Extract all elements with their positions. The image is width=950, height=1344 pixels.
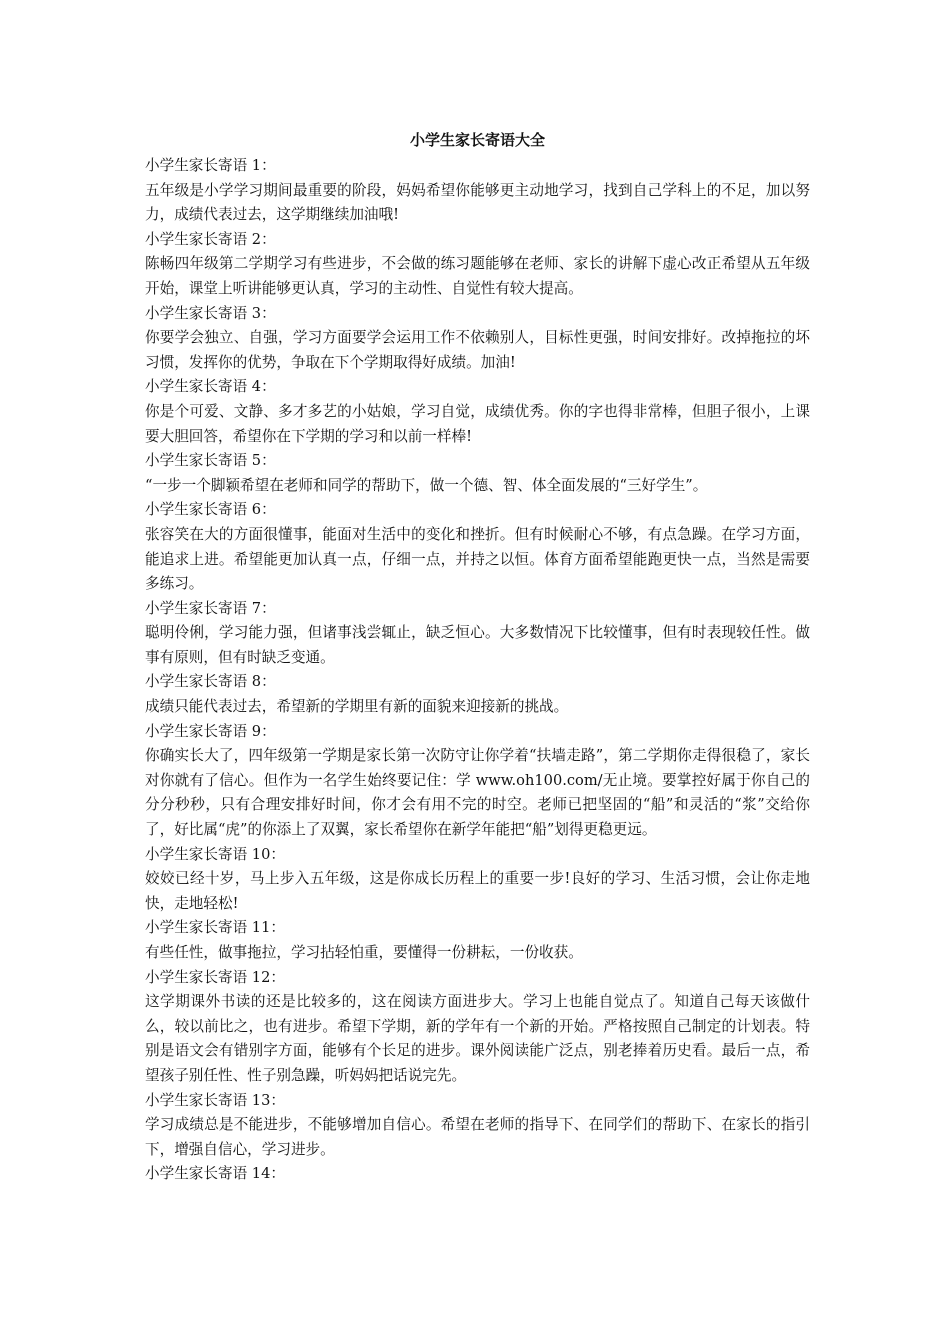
section-body-1: 五年级是小学学习期间最重要的阶段，妈妈希望你能够更主动地学习，找到自己学科上的不足，加以努力，成绩代表过去，这学期继续加油哦! <box>145 181 810 224</box>
section-body-12: 这学期课外书读的还是比较多的，这在阅读方面进步大。学习上也能自觉点了。知道自己每天该做什么，较以前比之，也有进步。希望下学期，新的学年有一个新的开始。严格按照自己制定的计划表。特别是语文会有错别字方面，能够有个长足的进步。课外阅读能广泛点，别老捧着历史看。最后一点，希望孩子别任性、性子别急躁，听妈妈把话说完先。 <box>145 993 810 1084</box>
section-heading-2: 小学生家长寄语 2： <box>145 230 276 248</box>
section-body-4: 你是个可爱、文静、多才多艺的小姑娘，学习自觉，成绩优秀。你的字也得非常棒，但胆子很小，上课要大胆回答，希望你在下学期的学习和以前一样棒! <box>145 402 810 445</box>
section-heading-11: 小学生家长寄语 11： <box>145 919 285 937</box>
section-body-2: 陈畅四年级第二学期学习有些进步，不会做的练习题能够在老师、家长的讲解下虚心改正希望从五年级开始，课堂上听讲能够更认真，学习的主动性、自觉性有较大提高。 <box>145 255 810 297</box>
section-heading-3: 小学生家长寄语 3： <box>145 304 276 322</box>
section-heading-13: 小学生家长寄语 13： <box>145 1091 285 1109</box>
section-body-6: 张容笑在大的方面很懂事，能面对生活中的变化和挫折。但有时候耐心不够，有点急躁。在学习方面，能追求上进。希望能更加认真一点，仔细一点，并持之以恒。体育方面希望能跑更快一点，当然是需要多练习。 <box>145 525 810 593</box>
document-content <box>145 154 810 1187</box>
section-heading-6: 小学生家长寄语 6： <box>145 501 276 519</box>
section-heading-9: 小学生家长寄语 9： <box>145 722 276 740</box>
section-heading-8: 小学生家长寄语 8： <box>145 673 276 691</box>
document-title: 小学生家长寄语大全 <box>409 131 545 149</box>
section-body-3: 你要学会独立、自强，学习方面要学会运用工作不依赖别人，目标性更强，时间安排好。改掉拖拉的坏习惯，发挥你的优势，争取在下个学期取得好成绩。加油! <box>145 329 810 371</box>
section-body-10: 姣姣已经十岁，马上步入五年级，这是你成长历程上的重要一步!良好的学习、生活习惯，会让你走地快，走地轻松! <box>145 870 810 912</box>
section-body-7: 聪明伶俐，学习能力强，但诸事浅尝辄止，缺乏恒心。大多数情况下比较懂事，但有时表现较任性。做事有原则，但有时缺乏变通。 <box>145 624 810 666</box>
section-heading-10: 小学生家长寄语 10： <box>145 845 285 863</box>
section-body-8: 成绩只能代表过去，希望新的学期里有新的面貌来迎接新的挑战。 <box>145 698 569 716</box>
section-body-9: 你确实长大了，四年级第一学期是家长第一次防守让你学着“扶墙走路”，第二学期你走得很稳了，家长对你就有了信心。但作为一名学生始终要记住：学 www.oh100.com/无止境。要掌控好属于你自己的分分秒秒，只有合理安排好时间，你才会有用不完的时空。老师已把坚固的“船”和灵活的“浆”交给你了，好比属“虎”的你添上了双翼，家长希望你在新学年能把“船”划得更稳更远。 <box>145 747 810 839</box>
section-heading-7: 小学生家长寄语 7： <box>145 599 276 617</box>
section-heading-4: 小学生家长寄语 4： <box>145 378 276 396</box>
section-heading-5: 小学生家长寄语 5： <box>145 452 276 470</box>
section-body-11: 有些任性，做事拖拉，学习拈轻怕重，要懂得一份耕耘，一份收获。 <box>145 944 583 961</box>
section-body-13: 学习成绩总是不能进步，不能够增加自信心。希望在老师的指导下、在同学们的帮助下、在家长的指引下，增强自信心，学习进步。 <box>145 1116 810 1158</box>
section-body-5: “一步一个脚颖希望在老师和同学的帮助下，做一个德、智、体全面发展的“三好学生”。 <box>145 476 708 494</box>
section-heading-12: 小学生家长寄语 12： <box>145 968 285 986</box>
section-heading-1: 小学生家长寄语 1： <box>145 157 276 174</box>
section-heading-14: 小学生家长寄语 14： <box>145 1165 285 1183</box>
